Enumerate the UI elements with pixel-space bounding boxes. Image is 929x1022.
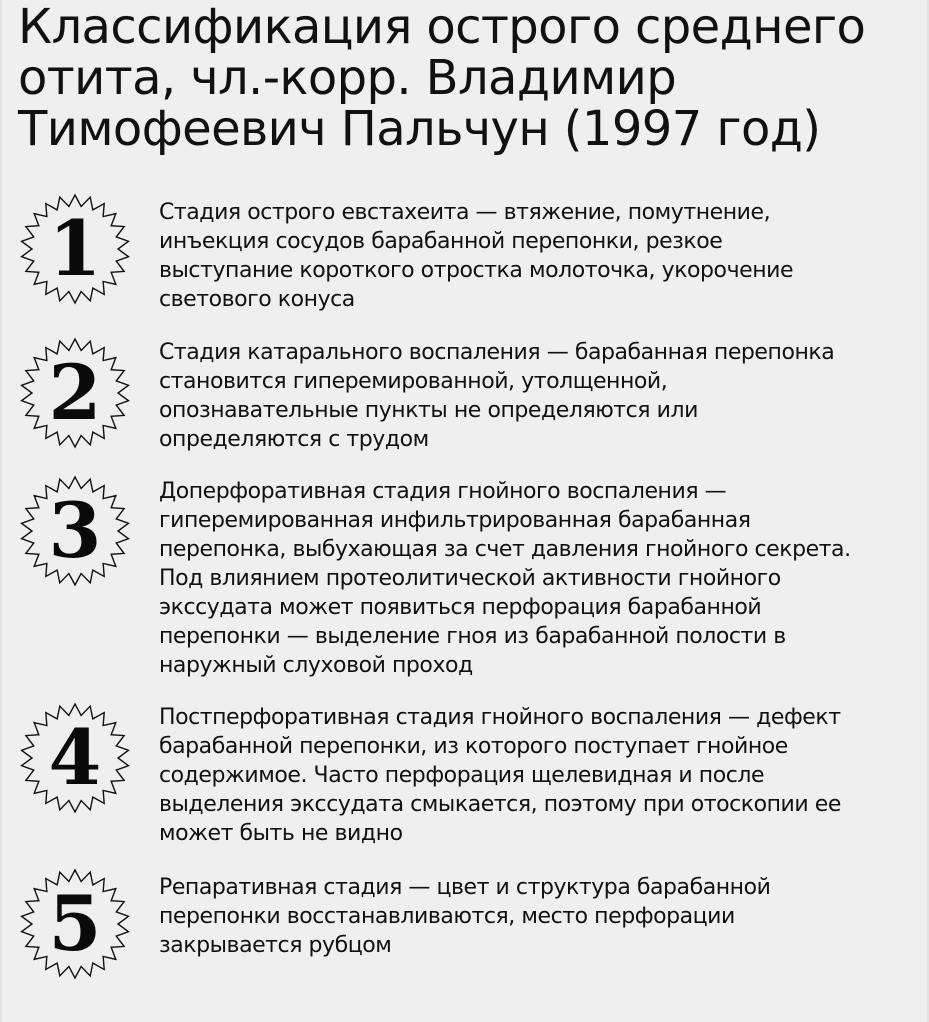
stage-badge (18, 336, 132, 450)
text-line: выступание короткого отростка молоточка, укорочение (159, 258, 794, 283)
text-line: экссудата может появиться перфорация барабанной (159, 595, 762, 620)
stage-number: 3 (48, 486, 102, 575)
text-line: закрывается рубцом (159, 933, 392, 958)
text-line: Репаративная стадия — цвет и структура барабанной (159, 875, 771, 900)
text-line: становится гиперемированной, утолщенной, (159, 369, 668, 394)
stage-number: 4 (48, 713, 102, 802)
text-line: Стадия острого евстахеита — втяжение, помутнение, (159, 200, 771, 225)
page-title (18, 2, 918, 155)
stage-badge (18, 474, 132, 588)
text-line: барабанной перепонки, из которого поступает гнойное (159, 734, 788, 759)
stage-number: 2 (48, 348, 102, 437)
stage-number: 5 (48, 879, 102, 968)
stage-number: 1 (48, 204, 102, 293)
text-line: Стадия катарального воспаления — барабанная перепонка (159, 340, 835, 365)
stage-badge (18, 192, 132, 306)
stage-description (159, 198, 929, 314)
stage-description (159, 873, 929, 960)
text-line: перепонки — выделение гноя из барабанной полости в (159, 624, 786, 649)
text-line: определяются с трудом (159, 427, 429, 452)
title-line: отита, чл.-корр. Владимир (18, 50, 677, 106)
text-line: опознавательные пункты не определяются или (159, 398, 698, 423)
text-line: инъекция сосудов барабанной перепонки, резкое (159, 229, 723, 254)
text-line: гиперемированная инфильтрированная барабанная (159, 508, 751, 533)
text-line: светового конуса (159, 287, 355, 312)
text-line: перепонка, выбухающая за счет давления гнойного секрета. (159, 537, 851, 562)
text-line: наружный слуховой проход (159, 653, 473, 678)
stage-description (159, 338, 929, 454)
text-line: выделения экссудата смыкается, поэтому при отоскопии ее (159, 792, 841, 817)
text-line: перепонки восстанавливаются, место перфорации (159, 904, 735, 929)
text-line: Доперфоративная стадия гнойного воспаления — (159, 479, 727, 504)
text-line: может быть не видно (159, 821, 403, 846)
stage-badge (18, 701, 132, 815)
stage-description (159, 477, 929, 680)
stage-badge (18, 867, 132, 981)
text-line: Постперфоративная стадия гнойного воспаления — дефект (159, 705, 841, 730)
text-line: содержимое. Часто перфорация щелевидная и после (159, 763, 765, 788)
title-line: Классификация острого среднего (18, 0, 866, 55)
text-line: Под влиянием протеолитической активности гнойного (159, 566, 781, 591)
title-line: Тимофеевич Пальчун (1997 год) (18, 101, 821, 157)
stage-description (159, 703, 929, 848)
